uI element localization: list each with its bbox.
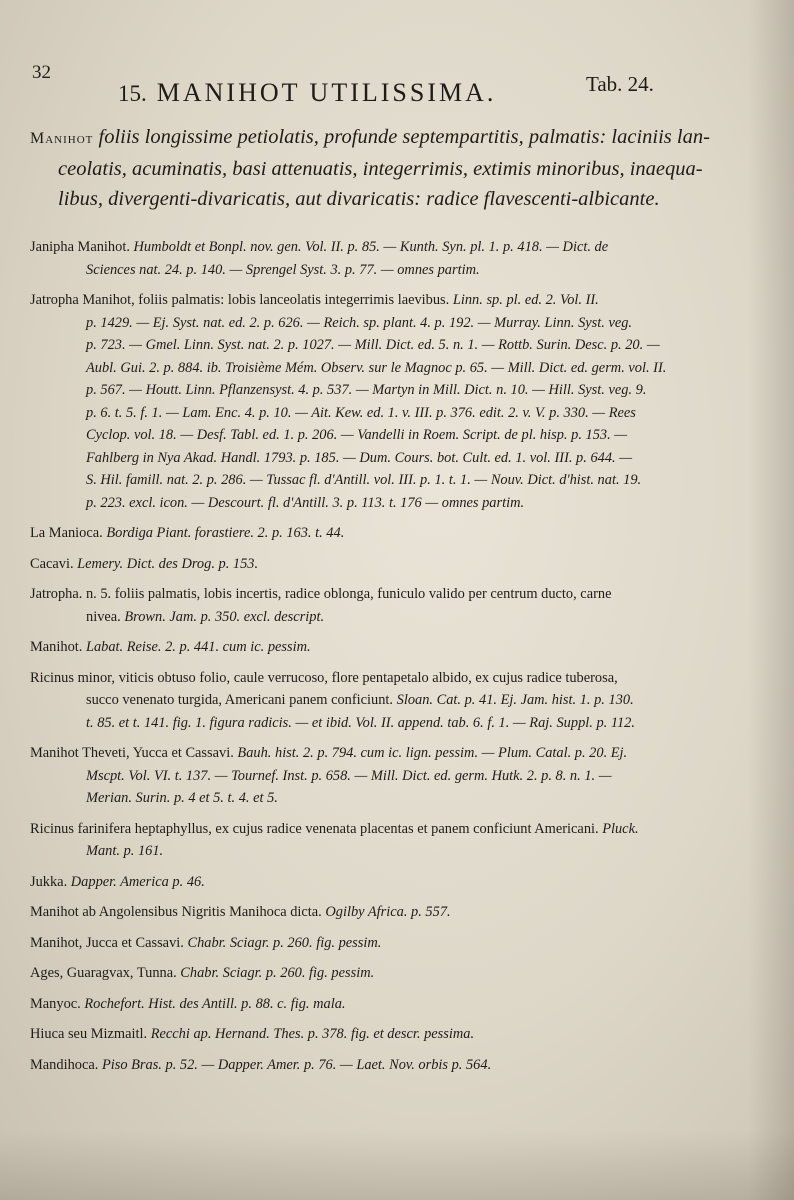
synonym-entry — [30, 289, 762, 514]
synonym-entry — [30, 236, 762, 281]
synonym-entry — [30, 901, 762, 924]
citation: Chabr. Sciagr. p. 260. fig. pessim. — [187, 934, 382, 951]
synonym-name: nivea. — [86, 608, 125, 625]
synonym-name: Manihot. — [30, 639, 86, 655]
synonym-line — [30, 606, 762, 629]
citation: p. 6. t. 5. f. 1. — Lam. Enc. 4. p. 10. — Ait. Kew. ed. 1. v. III. p. 376. edit. 2. v. V. p. 330. — Rees — [86, 404, 636, 421]
synonym-entry — [30, 1023, 762, 1046]
synonym-entry — [30, 818, 762, 863]
synonym-line — [30, 765, 762, 788]
genus-name: Manihot — [30, 130, 94, 147]
citation: Pluck. — [602, 820, 639, 837]
synonym-line — [30, 553, 762, 576]
synonym-name: Manihot Theveti, Yucca et Cassavi. — [30, 745, 238, 761]
synonym-line — [30, 379, 762, 402]
synonym-name: Janipha Manihot. — [30, 239, 134, 255]
synonym-entry — [30, 553, 762, 576]
synonym-entry — [30, 522, 762, 545]
diagnosis-line: libus, divergenti-divaricatis, aut divaricatis: radice flavescenti-albicante. — [58, 188, 660, 210]
synonym-entry — [30, 667, 762, 735]
synonym-line — [30, 993, 762, 1016]
synonym-line — [30, 236, 762, 259]
synonym-line — [30, 522, 762, 545]
synonymy-list — [30, 236, 762, 1084]
synonym-line — [30, 818, 762, 841]
synonym-name: Cacavi. — [30, 555, 78, 572]
citation: t. 85. et t. 141. fig. 1. figura radicis. — et ibid. Vol. II. append. tab. 6. f. 1. — Raj. Suppl. p. 112. — [86, 714, 635, 731]
citation: Cyclop. vol. 18. — Desf. Tabl. ed. 1. p. 206. — Vandelli in Roem. Script. de pl. hisp. p. 153. — — [86, 427, 628, 443]
synonym-name: Jatropha Manihot, foliis palmatis: lobis lanceolatis integerrimis laevibus. — [30, 292, 453, 308]
synonym-line — [30, 689, 762, 712]
citation: Bordiga Piant. forastiere. 2. p. 163. t. 44. — [106, 525, 345, 541]
page-bottom-shade — [0, 1130, 794, 1200]
synonym-entry — [30, 993, 762, 1016]
synonym-entry — [30, 1054, 762, 1077]
citation: Mscpt. Vol. VI. t. 137. — Tournef. Inst. p. 658. — Mill. Dict. ed. germ. Hutk. 2. p. 8. n. 1. — — [86, 767, 612, 784]
diagnosis-line: ceolatis, acuminatis, basi attenuatis, integerrimis, extimis minoribus, inaequa- — [58, 158, 703, 180]
synonym-name: Jatropha. n. 5. foliis palmatis, lobis incertis, radice oblonga, funiculo valido per centrum ducto, carne — [30, 586, 612, 602]
synonym-entry — [30, 636, 762, 659]
synonym-line — [30, 742, 762, 765]
synonym-entry — [30, 742, 762, 810]
citation: Sciences nat. 24. p. 140. — Sprengel Syst. 3. p. 77. — omnes partim. — [86, 261, 480, 278]
citation: Labat. Reise. 2. p. 441. cum ic. pessim. — [85, 639, 311, 655]
synonym-line — [30, 402, 762, 425]
citation: p. 723. — Gmel. Linn. Syst. nat. 2. p. 1027. — Mill. Dict. ed. 5. n. 1. — Rottb. Surin. Desc. p. 20. — — [86, 337, 660, 353]
synonym-line — [30, 962, 762, 985]
synonym-name: Jukka. — [30, 873, 71, 890]
citation: Chabr. Sciagr. p. 260. fig. pessim. — [180, 965, 375, 981]
synonym-name: Manihot, Jucca et Cassavi. — [30, 934, 188, 951]
citation: S. Hil. famill. nat. 2. p. 286. — Tussac fl. d'Antill. vol. III. p. 1. t. 1. — Nouv. Dict. d'hist. nat. 19. — [86, 472, 642, 488]
synonym-name: Mandihoca. — [30, 1056, 102, 1073]
citation: Bauh. hist. 2. p. 794. cum ic. lign. pessim. — Plum. Catal. p. 20. Ej. — [237, 745, 628, 761]
citation: Ogilby Africa. p. 557. — [325, 904, 451, 920]
page-number: 32 — [32, 62, 51, 83]
synonym-name: succo venenato turgida, Americani panem conficiunt. — [86, 692, 397, 708]
plate-reference: Tab. 24. — [586, 72, 654, 96]
citation: Brown. Jam. p. 350. excl. descript. — [124, 608, 325, 625]
citation: Mant. p. 161. — [86, 843, 164, 859]
synonym-line — [30, 871, 762, 894]
title-number: 15. — [118, 81, 147, 106]
synonym-name: Ages, Guaragvax, Tunna. — [30, 965, 181, 981]
synonym-line — [30, 712, 762, 735]
synonym-line — [30, 636, 762, 659]
citation: Sloan. Cat. p. 41. Ej. Jam. hist. 1. p. 130. — [396, 692, 634, 708]
citation: Rochefort. Hist. des Antill. p. 88. c. fig. mala. — [84, 995, 346, 1012]
synonym-line — [30, 259, 762, 282]
synonym-line — [30, 492, 762, 515]
synonym-line — [30, 583, 762, 606]
synonym-name: Manihot ab Angolensibus Nigritis Manihoca dicta. — [30, 904, 326, 920]
synonym-line — [30, 1054, 762, 1077]
synonym-line — [30, 667, 762, 690]
citation: Humboldt et Bonpl. nov. gen. Vol. II. p. 85. — Kunth. Syn. pl. 1. p. 418. — Dict. de — [133, 239, 609, 255]
citation: Linn. sp. pl. ed. 2. Vol. II. — [452, 292, 599, 308]
citation: p. 567. — Houtt. Linn. Pflanzensyst. 4. p. 537. — Martyn in Mill. Dict. n. 10. — Hill. Syst. veg. 9. — [86, 382, 647, 398]
synonym-line — [30, 1023, 762, 1046]
synonym-line — [30, 334, 762, 357]
synonym-name: Ricinus minor, viticis obtuso folio, caule verrucoso, flore pentapetalo albido, ex cujus radice tuberosa, — [30, 669, 618, 686]
synonym-entry — [30, 871, 762, 894]
synonym-name: Ricinus farinifera heptaphyllus, ex cujus radice venenata placentas et panem conficiunt Americani. — [30, 820, 603, 837]
citation: Dapper. America p. 46. — [70, 873, 205, 890]
citation: Fahlberg in Nya Akad. Handl. 1793. p. 185. — Dum. Cours. bot. Cult. ed. 1. vol. III. p. 644. — — [86, 449, 633, 466]
citation: p. 1429. — Ej. Syst. nat. ed. 2. p. 626. — Reich. sp. plant. 4. p. 192. — Murray. Linn. Syst. veg. — [86, 314, 633, 331]
synonym-name: Manyoc. — [30, 995, 85, 1012]
synonym-line — [30, 289, 762, 312]
citation: Lemery. Dict. des Drog. p. 153. — [77, 555, 259, 572]
synonym-line — [30, 840, 762, 863]
synonym-line — [30, 312, 762, 335]
citation: Piso Bras. p. 52. — Dapper. Amer. p. 76. — Laet. Nov. orbis p. 564. — [101, 1056, 492, 1073]
synonym-line — [30, 424, 762, 447]
citation: p. 223. excl. icon. — Descourt. fl. d'Antill. 3. p. 113. t. 176 — omnes partim. — [86, 494, 525, 511]
synonym-entry — [30, 583, 762, 628]
species-diagnosis — [30, 122, 762, 214]
synonym-line — [30, 787, 762, 810]
synonym-line — [30, 932, 762, 955]
species-title: MANIHOT UTILISSIMA. — [156, 78, 497, 107]
diagnosis-text: foliis longissime petiolatis, profunde septempartitis, palmatis: laciniis lan- — [98, 126, 710, 148]
title-line — [118, 72, 738, 108]
synonym-line — [30, 901, 762, 924]
synonym-line — [30, 469, 762, 492]
diagnosis-line — [30, 122, 762, 154]
citation: Aubl. Gui. 2. p. 884. ib. Troisième Mém. Observ. sur le Magnoc p. 65. — Mill. Dict. ed. germ. vol. II. — [86, 359, 667, 376]
synonym-entry — [30, 932, 762, 955]
synonym-entry — [30, 962, 762, 985]
synonym-line — [30, 447, 762, 470]
synonym-name: Hiuca seu Mizmaitl. — [30, 1026, 151, 1042]
synonym-line — [30, 357, 762, 380]
citation: Recchi ap. Hernand. Thes. p. 378. fig. et descr. pessima. — [150, 1026, 475, 1042]
synonym-name: La Manioca. — [30, 525, 107, 541]
citation: Merian. Surin. p. 4 et 5. t. 4. et 5. — [86, 790, 278, 806]
